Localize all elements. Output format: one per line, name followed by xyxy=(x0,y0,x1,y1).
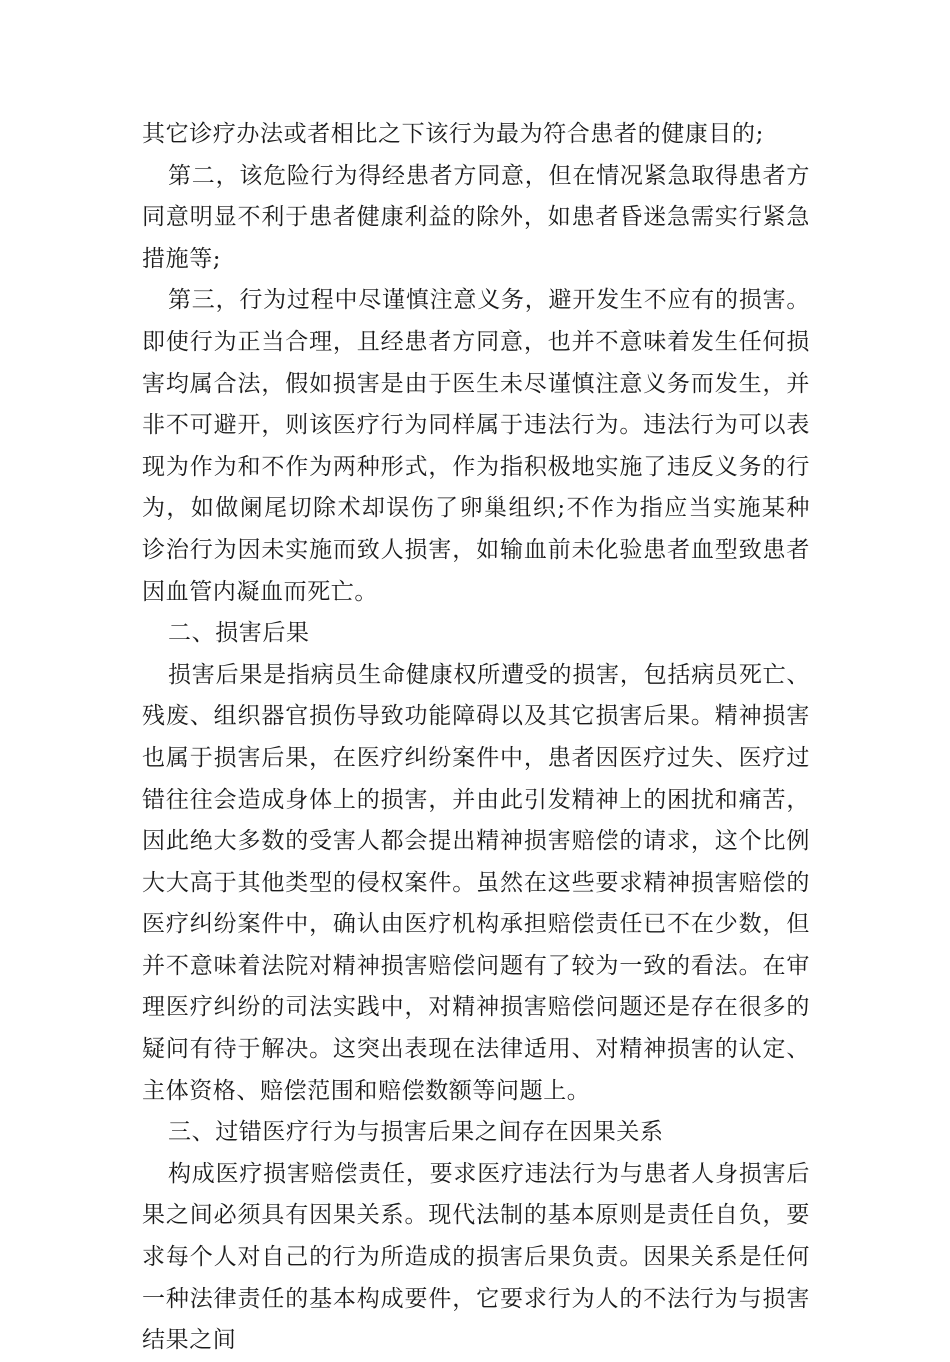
paragraph-point-two: 第二，该危险行为得经患者方同意，但在情况紧急取得患者方同意明显不利于患者健康利益的除外，如患者昏迷急需实行紧急措施等; xyxy=(142,162,810,272)
paragraph-damage-consequences: 损害后果是指病员生命健康权所遭受的损害，包括病员死亡、残废、组织器官损伤导致功能障碍以及其它损害后果。精神损害也属于损害后果，在医疗纠纷案件中，患者因医疗过失、医疗过错往往会造成身体上的损害，并由此引发精神上的困扰和痛苦，因此绝大多数的受害人都会提出精神损害赔偿的请求，这个比例大大高于其他类型的侵权案件。虽然在这些要求精神损害赔偿的医疗纠纷案件中，确认由医疗机构承担赔偿责任已不在少数，但并不意味着法院对精神损害赔偿问题有了较为一致的看法。在审理医疗纠纷的司法实践中，对精神损害赔偿问题还是存在很多的疑问有待于解决。这突出表现在法律适用、对精神损害的认定、主体资格、赔偿范围和赔偿数额等问题上。 xyxy=(142,661,810,1104)
paragraph-causation: 构成医疗损害赔偿责任，要求医疗违法行为与患者人身损害后果之间必须具有因果关系。现代法制的基本原则是责任自负，要求每个人对自己的行为所造成的损害后果负责。因果关系是任何一种法律责任的基本构成要件，它要求行为人的不法行为与损害结果之间 xyxy=(142,1160,810,1354)
paragraph-continuation: 其它诊疗办法或者相比之下该行为最为符合患者的健康目的; xyxy=(142,121,764,147)
paragraph-point-three: 第三，行为过程中尽谨慎注意义务，避开发生不应有的损害。即使行为正当合理，且经患者方同意，也并不意味着发生任何损害均属合法，假如损害是由于医生未尽谨慎注意义务而发生，并非不可避开，则该医疗行为同样属于违法行为。违法行为可以表现为作为和不作为两种形式，作为指积极地实施了违反义务的行为，如做阑尾切除术却误伤了卵巢组织;不作为指应当实施某种诊治行为因未实施而致人损害，如输血前未化验患者血型致患者因血管内凝血而死亡。 xyxy=(142,287,810,605)
document-body xyxy=(142,114,810,1362)
section-heading-causation: 三、过错医疗行为与损害后果之间存在因果关系 xyxy=(168,1119,664,1146)
section-heading-damage-consequences: 二、损害后果 xyxy=(168,620,310,647)
